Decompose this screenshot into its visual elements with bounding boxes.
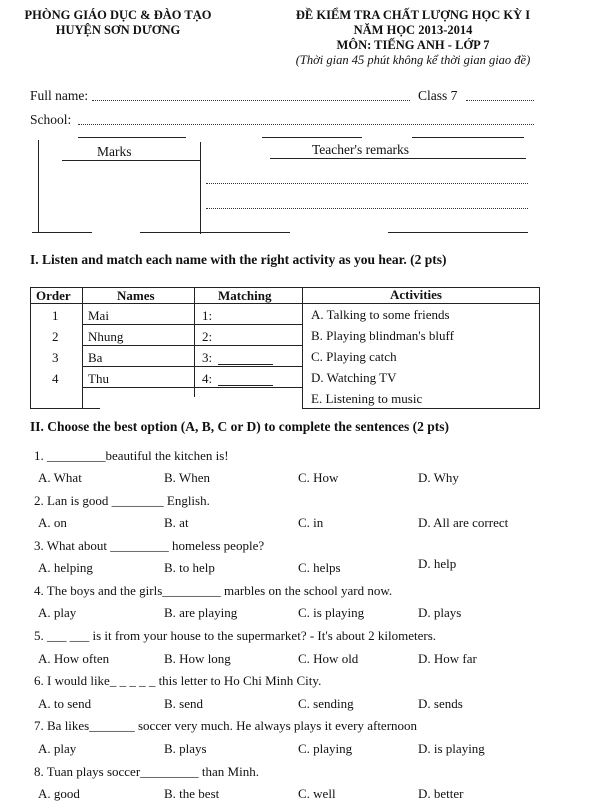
col-names: Names (117, 288, 155, 303)
table-row-order: 1 (52, 308, 59, 323)
activity-c: C. Playing catch (311, 349, 397, 364)
school-year: NĂM HỌC 2013-2014 (353, 23, 473, 37)
option-d[interactable]: D. is playing (418, 741, 485, 756)
table-row-name: Nhung (88, 329, 124, 344)
activity-e: E. Listening to music (311, 391, 423, 406)
option-a[interactable]: A. good (38, 786, 80, 801)
time-note: (Thời gian 45 phút không kể thời gian giao đề) (295, 53, 531, 67)
school-label: School: (30, 112, 72, 127)
question-text: 7. Ba likes_______ soccer very much. He always plays it every afternoon (34, 718, 418, 733)
option-c[interactable]: C. sending (298, 696, 354, 711)
table-row-order: 4 (52, 371, 59, 386)
option-b[interactable]: B. the best (164, 786, 220, 801)
match-field-3[interactable]: 3: (202, 350, 213, 365)
option-b[interactable]: B. When (164, 470, 210, 485)
question-text: 2. Lan is good ________ English. (34, 493, 210, 508)
match-field-4[interactable]: 4: (202, 371, 213, 386)
class-label: Class 7 (418, 88, 458, 103)
table-row-name: Mai (88, 308, 109, 323)
option-b[interactable]: B. How long (164, 651, 231, 666)
option-d[interactable]: D. All are correct (418, 515, 509, 530)
option-b[interactable]: B. send (164, 696, 203, 711)
section1-title: I. Listen and match each name with the right activity as you hear. (2 pts) (30, 252, 447, 267)
question-text: 5. ___ ___ is it from your house to the supermarket? - It's about 2 kilometers. (34, 628, 437, 643)
option-a[interactable]: A. to send (38, 696, 92, 711)
match-field-1[interactable]: 1: (202, 308, 213, 323)
question-text: 6. I would like_ _ _ _ _ this letter to Ho Chi Minh City. (34, 673, 322, 688)
option-b[interactable]: B. to help (164, 560, 215, 575)
option-a[interactable]: A. play (38, 741, 77, 756)
option-b[interactable]: B. plays (164, 741, 207, 756)
question-text: 3. What about _________ homeless people? (34, 538, 265, 553)
option-b[interactable]: B. are playing (164, 605, 238, 620)
option-d[interactable]: D. How far (418, 651, 477, 666)
subject: MÔN: TIẾNG ANH - LỚP 7 (336, 38, 490, 52)
col-matching: Matching (218, 288, 272, 303)
option-a[interactable]: A. What (38, 470, 82, 485)
option-c[interactable]: C. is playing (298, 605, 365, 620)
question-text: 4. The boys and the girls_________ marbles on the school yard now. (34, 583, 393, 598)
col-activities: Activities (390, 287, 442, 302)
district-name: HUYỆN SƠN DƯƠNG (55, 23, 181, 37)
marks-label: Marks (97, 144, 132, 159)
option-d[interactable]: D. better (418, 786, 464, 801)
option-d[interactable]: D. Why (418, 470, 459, 485)
option-d[interactable]: D. help (418, 556, 457, 571)
dept-name: PHÒNG GIÁO DỤC & ĐÀO TẠO (24, 8, 212, 22)
table-row-name: Ba (88, 350, 103, 365)
option-a[interactable]: A. How often (38, 651, 110, 666)
option-d[interactable]: D. plays (418, 605, 462, 620)
question-text: 1. _________beautiful the kitchen is! (34, 448, 229, 463)
section2-title: II. Choose the best option (A, B, C or D) to complete the sentences (2 pts) (30, 419, 449, 434)
table-row-order: 3 (52, 350, 59, 365)
option-a[interactable]: A. helping (38, 560, 93, 575)
class-field[interactable] (466, 100, 534, 101)
full-name-field[interactable] (92, 100, 410, 101)
option-a[interactable]: A. on (38, 515, 67, 530)
option-c[interactable]: C. playing (298, 741, 353, 756)
activity-a: A. Talking to some friends (311, 307, 450, 322)
question-text: 8. Tuan plays soccer_________ than Minh. (34, 764, 259, 779)
option-c[interactable]: C. How old (298, 651, 359, 666)
table-row-name: Thu (88, 371, 109, 386)
table-row-order: 2 (52, 329, 59, 344)
option-b[interactable]: B. at (164, 515, 189, 530)
remarks-label: Teacher's remarks (312, 142, 410, 157)
activity-d: D. Watching TV (311, 370, 397, 385)
option-d[interactable]: D. sends (418, 696, 463, 711)
option-c[interactable]: C. well (298, 786, 336, 801)
option-c[interactable]: C. How (298, 470, 339, 485)
exam-title: ĐỀ KIỂM TRA CHẤT LƯỢNG HỌC KỲ I (295, 8, 531, 22)
school-field[interactable] (78, 124, 534, 125)
option-c[interactable]: C. helps (298, 560, 341, 575)
match-field-2[interactable]: 2: (202, 329, 213, 344)
option-c[interactable]: C. in (298, 515, 324, 530)
col-order: Order (36, 288, 71, 303)
option-a[interactable]: A. play (38, 605, 77, 620)
activity-b: B. Playing blindman's bluff (311, 328, 454, 343)
full-name-label: Full name: (30, 88, 89, 103)
